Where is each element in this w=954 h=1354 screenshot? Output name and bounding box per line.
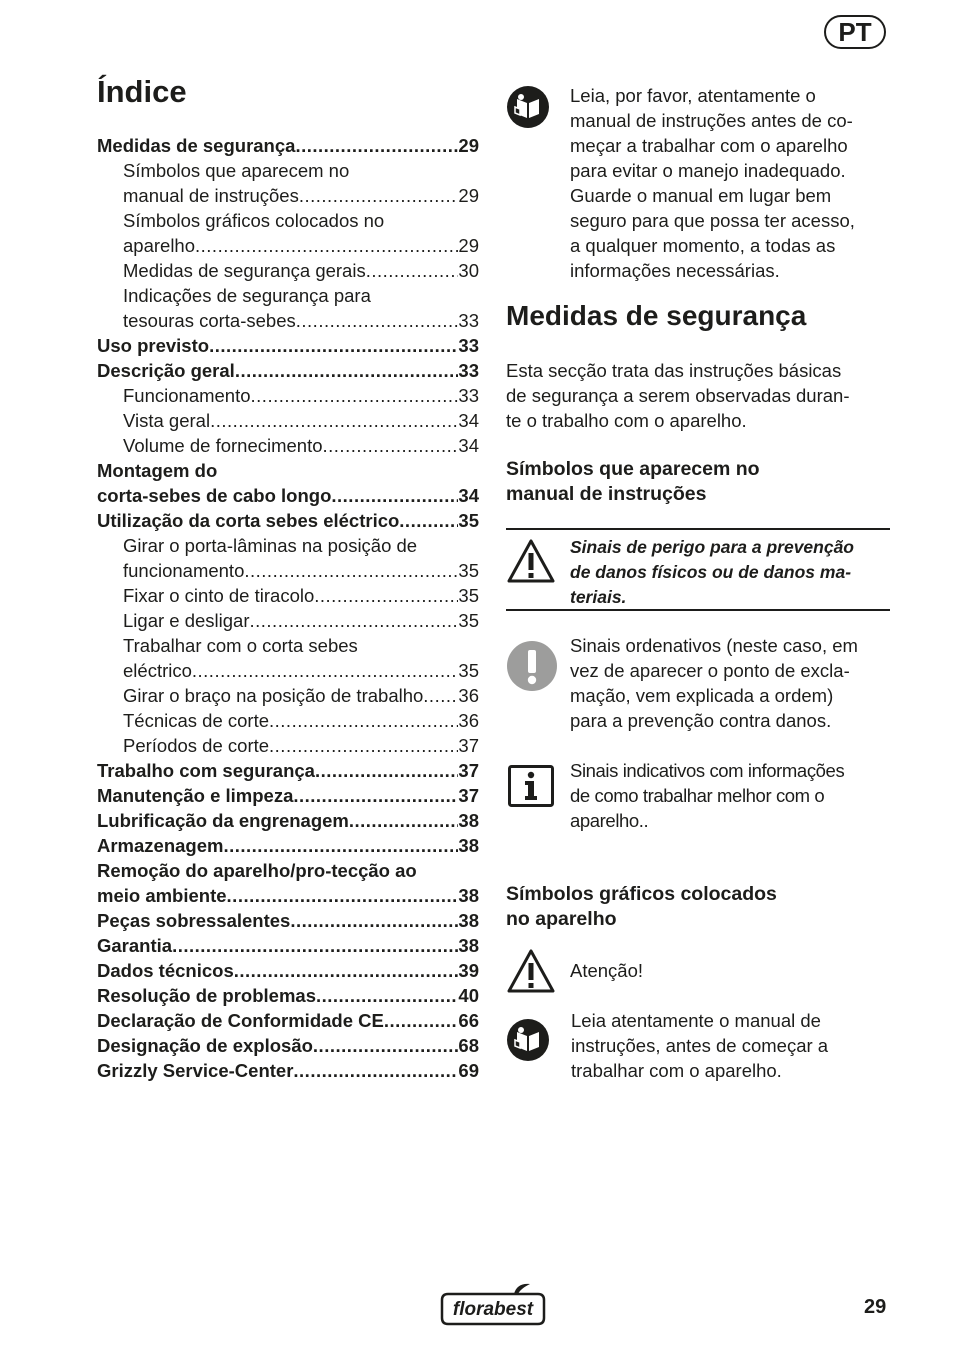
toc-page-number: 37 (458, 735, 479, 756)
toc-page-number: 34 (458, 410, 479, 431)
toc-page-number: 35 (458, 660, 479, 681)
toc-entry-text: Fixar o cinto de tiracolo (123, 585, 315, 606)
toc-entry-text: Trabalho com segurança (97, 760, 315, 781)
toc-entry-text: Garantia (97, 935, 173, 956)
toc-entry (97, 358, 479, 383)
toc-entry-text: Montagem do (97, 460, 218, 481)
info-icon (508, 765, 554, 812)
toc-entry-text: Símbolos gráficos colocados no (123, 210, 385, 231)
toc-page-number: 35 (458, 585, 479, 606)
toc-leader-dots (210, 408, 458, 433)
toc-entry (97, 908, 479, 933)
text-line: Símbolos gráficos colocados (506, 883, 777, 905)
language-badge: PT (824, 15, 886, 49)
toc-page-number: 36 (458, 710, 479, 731)
text-line: instruções, antes de começar a (571, 1035, 829, 1056)
brand-logo (438, 1282, 548, 1331)
text-line: Esta secção trata das instruções básicas (506, 360, 842, 381)
toc-entry-text: Símbolos que aparecem no (123, 160, 350, 181)
text-line: de segurança a serem observadas duran- (506, 385, 850, 406)
toc-entry (97, 983, 479, 1008)
toc-leader-dots (349, 808, 459, 833)
toc-page-number: 38 (458, 810, 479, 831)
text-line: a qualquer momento, a todas as (570, 235, 836, 256)
toc-entry-text: aparelho (123, 235, 196, 256)
toc-entry-text: Ligar e desligar (123, 610, 250, 631)
toc-entry-text: Períodos de corte (123, 735, 270, 756)
toc-entry-text: Trabalhar com o corta sebes (123, 635, 358, 656)
text-line: meçar a trabalhar com o aparelho (570, 135, 848, 156)
toc-entry (97, 858, 479, 908)
toc-leader-dots (295, 133, 458, 158)
toc-entry (97, 333, 479, 358)
toc-leader-dots (195, 233, 458, 258)
page-number: 29 (864, 1296, 887, 1318)
text-line: Sinais de perigo para a prevenção (570, 537, 854, 557)
toc-entry-text: Descrição geral (97, 360, 235, 381)
section-title-safety: Medidas de segurança (506, 300, 807, 331)
toc-leader-dots (269, 708, 458, 733)
toc-leader-dots (250, 608, 459, 633)
read-manual-icon (506, 85, 550, 134)
toc-leader-dots (290, 908, 458, 933)
toc-leader-dots (366, 258, 459, 283)
toc-entry-text: corta-sebes de cabo longo (97, 485, 332, 506)
toc-entry-text: Utilização da corta sebes eléctrico (97, 510, 400, 531)
toc-entry (97, 258, 479, 283)
toc-page-number: 69 (458, 1060, 479, 1081)
toc-entry-text: Designação de explosão (97, 1035, 313, 1056)
text-line: informações necessárias. (570, 260, 780, 281)
read-manual-text (571, 1008, 890, 1083)
toc-leader-dots (296, 308, 459, 333)
toc-leader-dots (399, 508, 458, 533)
toc-entry (97, 458, 479, 508)
toc-page-number: 33 (458, 310, 479, 331)
text-line: seguro para que possa ter acesso, (570, 210, 855, 231)
text-line: vez de aparecer o ponto de excla- (570, 660, 850, 681)
toc-entry (97, 633, 479, 683)
toc-entry-text: Armazenagem (97, 835, 224, 856)
toc-leader-dots (314, 583, 458, 608)
toc-entry-text: eléctrico (123, 660, 192, 681)
text-line: Leia, por favor, atentamente o (570, 85, 816, 106)
subheading-symbols-manual (506, 457, 890, 507)
toc-page-number: 38 (458, 935, 479, 956)
toc-leader-dots (244, 558, 458, 583)
toc-page-number: 66 (458, 1010, 479, 1031)
toc-entry-text: Indicações de segurança para (123, 285, 371, 306)
toc-page-number: 33 (458, 385, 479, 406)
toc-page-number: 38 (458, 910, 479, 931)
toc-leader-dots (209, 333, 458, 358)
toc-entry (97, 158, 479, 208)
toc-page-number: 29 (458, 135, 479, 156)
toc-leader-dots (331, 483, 458, 508)
attention-text: Atenção! (570, 960, 644, 981)
safety-intro (506, 358, 890, 433)
toc-leader-dots (269, 733, 458, 758)
toc-entry-text: Medidas de segurança gerais (123, 260, 366, 281)
toc-entry-text: Medidas de segurança (97, 135, 296, 156)
toc-leader-dots (172, 933, 458, 958)
toc-entry-text: Vista geral (123, 410, 211, 431)
toc-page-number: 30 (458, 260, 479, 281)
toc-entry (97, 208, 479, 258)
text-line: manual de instruções (506, 483, 707, 505)
brand-name: florabest (452, 1299, 534, 1320)
toc-page-number: 33 (458, 335, 479, 356)
text-line: aparelho.. (570, 810, 649, 831)
toc-leader-dots (192, 658, 459, 683)
intro-paragraph (570, 83, 890, 283)
text-line: te o trabalho com o aparelho. (506, 410, 747, 431)
toc-page-number: 36 (458, 685, 479, 706)
toc-entry-text: Uso previsto (97, 335, 210, 356)
text-line: Guarde o manual em lugar bem (570, 185, 832, 206)
text-line: de danos físicos ou de danos ma- (570, 562, 852, 582)
toc-entry (97, 758, 479, 783)
toc-page-number: 38 (458, 885, 479, 906)
text-line: para a prevenção contra danos. (570, 710, 832, 731)
toc-page-number: 29 (458, 235, 479, 256)
toc-entry-text: Declaração de Conformidade CE (97, 1010, 384, 1031)
toc-entry-text: Funcionamento (123, 385, 251, 406)
toc-entry-text: Volume de fornecimento (123, 435, 323, 456)
toc-page-number: 37 (458, 760, 479, 781)
toc-entry-text: manual de instruções (123, 185, 299, 206)
toc-entry-text: Girar o braço na posição de trabalho (123, 685, 424, 706)
toc-entry-text: tesouras corta-sebes (123, 310, 296, 331)
text-line: Sinais indicativos com informações (570, 760, 845, 781)
toc-entry (97, 508, 479, 533)
toc-entry-text: Técnicas de corte (123, 710, 270, 731)
toc-entry-text: Dados técnicos (97, 960, 234, 981)
toc-entry (97, 433, 479, 458)
info-text (570, 758, 890, 833)
text-line: teriais. (570, 587, 627, 607)
toc-entry (97, 683, 479, 708)
mandatory-text (570, 633, 890, 733)
toc-leader-dots (384, 1008, 459, 1033)
toc-leader-dots (315, 758, 458, 783)
toc-entry (97, 1058, 479, 1083)
toc-page-number: 39 (458, 960, 479, 981)
toc-leader-dots (251, 383, 459, 408)
toc-page-number: 34 (458, 435, 479, 456)
text-line: para evitar o manejo inadequado. (570, 160, 846, 181)
subheading-symbols-device (506, 882, 890, 932)
text-line: mação, vem explicada a ordem) (570, 685, 834, 706)
toc-entry (97, 733, 479, 758)
toc-page-number: 29 (458, 185, 479, 206)
toc-leader-dots (316, 983, 458, 1008)
toc-leader-dots (299, 183, 459, 208)
toc-page-number: 37 (458, 785, 479, 806)
text-line: manual de instruções antes de co- (570, 110, 853, 131)
toc-entry-text: Grizzly Service-Center (97, 1060, 294, 1081)
attention-triangle-icon (506, 948, 556, 999)
toc-entry (97, 583, 479, 608)
toc-entry-text: meio ambiente (97, 885, 227, 906)
text-line: de como trabalhar melhor com o (570, 785, 825, 806)
warning-text (570, 535, 890, 610)
text-line: no aparelho (506, 908, 617, 930)
toc-leader-dots (293, 783, 458, 808)
toc-entry-text: Resolução de problemas (97, 985, 316, 1006)
toc-entry (97, 783, 479, 808)
toc-leader-dots (234, 958, 459, 983)
toc-entry-text: Manutenção e limpeza (97, 785, 294, 806)
toc-leader-dots (323, 433, 459, 458)
toc-entry (97, 833, 479, 858)
toc-leader-dots (227, 883, 459, 908)
text-line: Sinais ordenativos (neste caso, em (570, 635, 858, 656)
warning-box (506, 528, 890, 611)
toc-entry (97, 133, 479, 158)
toc-title: Índice (97, 74, 187, 109)
toc-entry-text: Remoção do aparelho/pro-tecção ao (97, 860, 417, 881)
toc-page-number: 68 (458, 1035, 479, 1056)
toc-entry (97, 1008, 479, 1033)
toc-page-number: 35 (458, 510, 479, 531)
toc-entry (97, 808, 479, 833)
toc-leader-dots (223, 833, 458, 858)
toc-entry-text: Girar o porta-lâminas na posição de (123, 535, 418, 556)
toc-entry-text: funcionamento (123, 560, 245, 581)
toc-page-number: 33 (458, 360, 479, 381)
read-manual-icon (506, 1018, 550, 1067)
text-line: trabalhar com o aparelho. (571, 1060, 782, 1081)
toc-page-number: 38 (458, 835, 479, 856)
toc-entry-text: Lubrificação da engrenagem (97, 810, 349, 831)
toc-page-number: 35 (458, 610, 479, 631)
toc-entry (97, 933, 479, 958)
toc-entry (97, 608, 479, 633)
toc-entry (97, 283, 479, 333)
toc-leader-dots (423, 683, 458, 708)
toc-leader-dots (235, 358, 459, 383)
toc-entry-text: Peças sobressalentes (97, 910, 291, 931)
table-of-contents (97, 133, 479, 1083)
toc-leader-dots (313, 1033, 459, 1058)
toc-entry (97, 958, 479, 983)
toc-leader-dots (293, 1058, 458, 1083)
exclamation-circle-icon (506, 640, 558, 697)
toc-entry (97, 533, 479, 583)
toc-entry (97, 383, 479, 408)
text-line: Símbolos que aparecem no (506, 458, 760, 480)
toc-entry (97, 1033, 479, 1058)
warning-triangle-icon (506, 538, 556, 589)
toc-entry (97, 708, 479, 733)
toc-page-number: 40 (458, 985, 479, 1006)
toc-entry (97, 408, 479, 433)
toc-page-number: 34 (458, 485, 479, 506)
text-line: Leia atentamente o manual de (571, 1010, 821, 1031)
toc-page-number: 35 (458, 560, 479, 581)
